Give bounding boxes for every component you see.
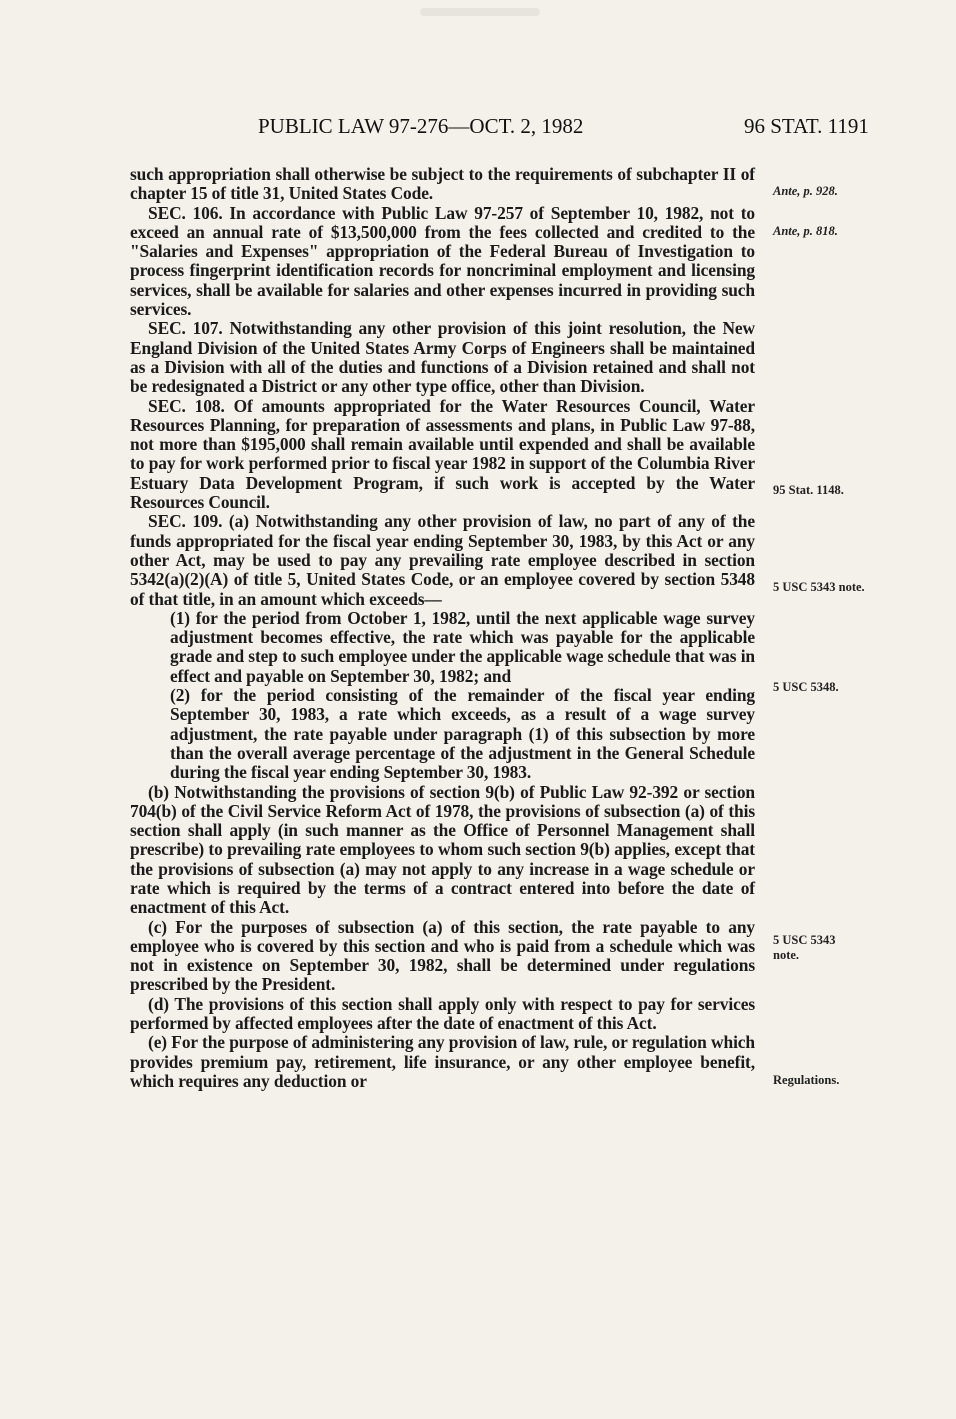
document-body <box>130 165 755 1091</box>
section-109-b: (b) Notwithstanding the provisions of section 9(b) of Public Law 92-392 or section 704(b) of the Civil Service Reform Act of 1978, the provisions of subsection (a) of this section shall apply (in such manner as the Office of Personnel Management shall prescribe) to prevailing rate employees to whom such section 9(b) applies, except that the provisions of subsection (a) may not apply to any increase in a wage schedule or rate which is required by the terms of a contract entered into before the date of enactment of this Act. <box>130 781 755 918</box>
margin-note-5usc5343-note: 5 USC 5343 note. <box>773 580 865 594</box>
margin-note-5usc5343-note-2: 5 USC 5343 note. <box>773 933 836 962</box>
section-108: SEC. 108. Of amounts appropriated for the Water Resources Council, Water Resources Planning, for preparation of assessments and plans, in Public Law 97-88, not more than $195,000 shall remain available until expended and shall be available to pay for work performed prior to fiscal year 1982 in support of the Columbia River Estuary Data Development Program, if such work is accepted by the Water Resources Council. <box>130 395 755 513</box>
header-title: PUBLIC LAW 97-276—OCT. 2, 1982 <box>258 114 584 138</box>
section-109-a: SEC. 109. (a) Notwithstanding any other provision of law, no part of any of the funds appropriated for the fiscal year ending September 30, 1983, by this Act or any other Act, may be used to pay any prevailing rate employee described in section 5342(a)(2)(A) of title 5, United States Code, or an employee covered by section 5348 of that title, in an amount which exceeds— <box>130 511 755 609</box>
section-109-a-2: (2) for the period consisting of the remainder of the fiscal year ending September 30, 1983, a rate which exceeds, as a result of a wage survey adjustment, the rate payable under paragraph (1) of this subsection by more than the overall average percentage of the adjustment in the General Schedule during the fiscal year ending September 30, 1983. <box>170 685 755 783</box>
paragraph-continuation: such appropriation shall otherwise be subject to the requirements of subchapter II of chapter 15 of title 31, United States Code. <box>130 164 755 204</box>
margin-note-regulations: Regulations. <box>773 1073 840 1087</box>
section-109-e: (e) For the purpose of administering any provision of law, rule, or regulation which provides premium pay, retirement, life insurance, or any other employee benefit, which requires any deduction or <box>130 1032 755 1091</box>
section-109-a-1: (1) for the period from October 1, 1982, until the next applicable wage survey adjustment becomes effective, the rate which was payable for the applicable grade and step to such employee under the applicable wage schedule that was in effect and payable on September 30, 1982; and <box>170 607 755 686</box>
section-109-c: (c) For the purposes of subsection (a) of this section, the rate payable to any employee who is covered by this section and who is paid from a schedule which was not in existence on September 30, 1982, shall be determined under regulations prescribed by the President. <box>130 916 755 995</box>
header-page-number: 96 STAT. 1191 <box>744 114 869 138</box>
section-106: SEC. 106. In accordance with Public Law 97-257 of September 10, 1982, not to exceed an annual rate of $13,500,000 from the fees collected and credited to the "Salaries and Expenses" appropriation of the Federal Bureau of Investigation to process fingerprint identification records for noncriminal employment and licensing services, shall be available for salaries and other expenses incurred in providing such services. <box>130 202 755 320</box>
margin-note-5usc5348: 5 USC 5348. <box>773 680 839 694</box>
section-109-d: (d) The provisions of this section shall apply only with respect to pay for services performed by affected employees after the date of enactment of this Act. <box>130 993 755 1034</box>
page-header <box>0 114 956 144</box>
faint-top-mark <box>420 8 540 16</box>
section-107: SEC. 107. Notwithstanding any other provision of this joint resolution, the New England Division of the United States Army Corps of Engineers shall be maintained as a Division with all of the duties and functions of a Division retained and shall not be redesignated a District or any other type office, other than Division. <box>130 318 755 397</box>
margin-note-ante-818: Ante, p. 818. <box>773 224 838 238</box>
margin-note-ante-928: Ante, p. 928. <box>773 184 838 198</box>
margin-note-95-stat: 95 Stat. 1148. <box>773 483 844 497</box>
